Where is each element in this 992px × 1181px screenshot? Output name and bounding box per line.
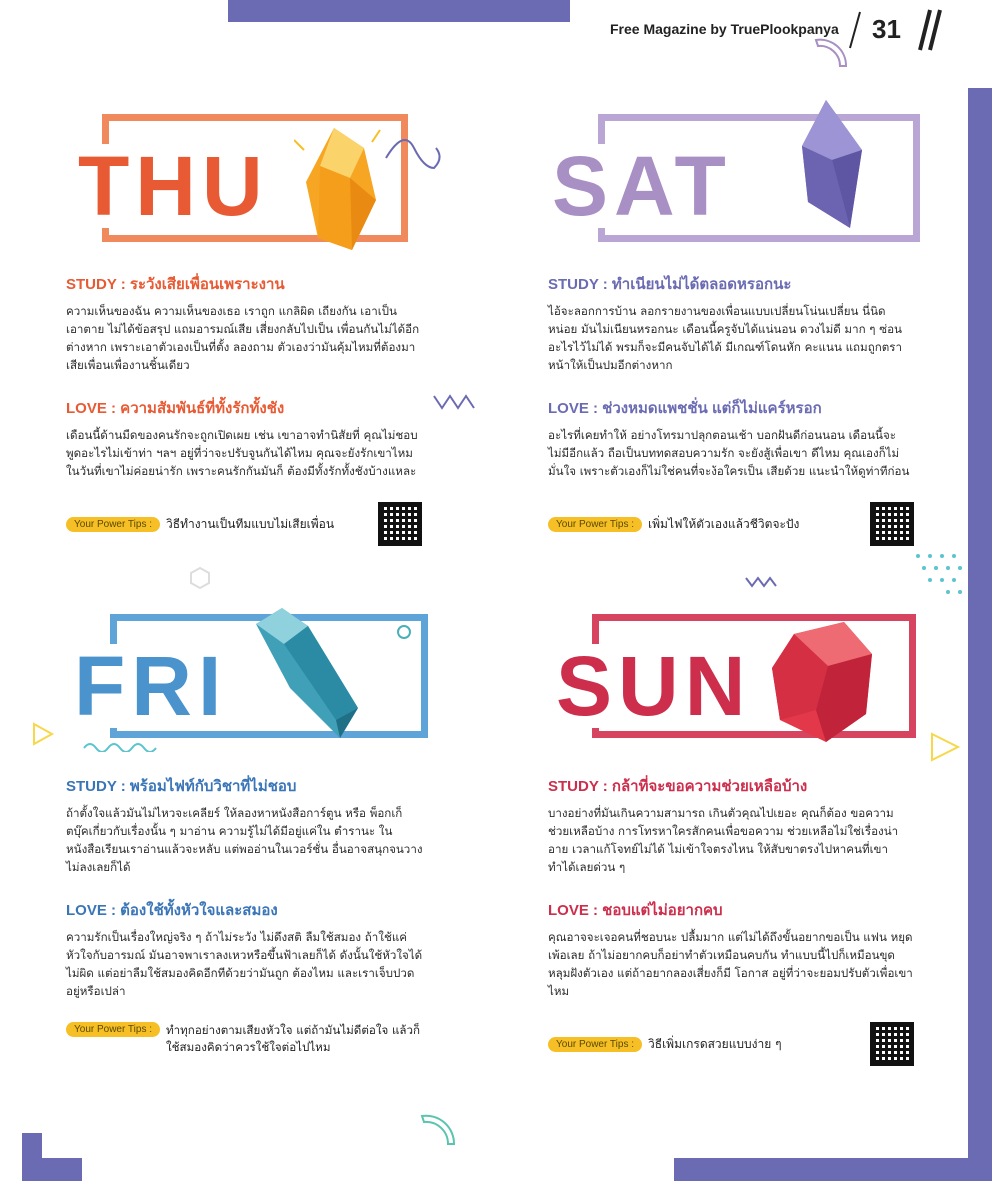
sat-study-body: ไอ้จะลอกการบ้าน ลอกรายงานของเพื่อนแบบเปลี่ยนโน่นเปลี่ยน นี่นิดหน่อย มันไม่เนียนหรอกนะ เดือนนี้ครูจับได้แน่นอน ดวงไม่ดี มาก ๆ ซ่อนอะไรไว้ไม่ได้ พรมก็จะมีคนจับได้ได้ มีเกณฑ์โดนหัก คะแนน แถมถูกตราหน้าให้เป็นปมอีกต่างหาก [548,304,903,372]
triangle-decoration-icon [928,730,962,764]
fri-day-label: FRI [70,644,231,728]
thu-love-title: LOVE : ความสัมพันธ์ที่ทั้งรักทั้งชัง [66,400,285,417]
thu-tip-text: วิธีทำงานเป็นทีมแบบไม่เสียเพื่อน [166,516,335,531]
blue-crystal-icon [246,604,366,744]
fri-love-body: ความรักเป็นเรื่องใหญ่จริง ๆ ถ้าไม่ระวัง ไม่ดึงสติ ลืมใช้สมอง ถ้าใช้แค่หัวใจกับอารมณ์ มันอาจพาเราลงเหวหรือขึ้นฟ้าเลยก็ได้ ดังนั้นใช้หัวใจได้ไม่ผิด แต่อย่าลืมใช้สมองคิดอีกทีด้วยว่ามันถูก ต้องไหม และเราเจ็บปวดอยู่หรือเปล่า [66,930,423,998]
sat-day-label: SAT [548,144,736,228]
triangle-decoration-icon [30,720,56,748]
circle-decoration-icon [394,622,414,642]
squiggle-decoration-icon [384,128,444,188]
red-crystal-icon [766,618,878,748]
double-slash-icon [916,8,944,52]
sat-tip-text: เพิ่มไฟให้ตัวเองแล้วชีวิตจะปัง [648,516,800,531]
sat-love-title: LOVE : ช่วงหมดแพชชั่น แต่ก็ไม่แคร์หรอก [548,400,822,417]
hexagon-decoration-icon [188,566,212,590]
fri-study-title: STUDY : พร้อมไฟท์กับวิชาที่ไม่ชอบ [66,778,297,795]
tip-badge: Your Power Tips : [66,1022,160,1037]
thu-study-body: ความเห็นของฉัน ความเห็นของเธอ เราถูก แกลิผิด เถียงกัน เอาเป็นเอาตาย ไม่ได้ข้อสรุป แถมอารมณ์เสีย เสี่ยงกลับไปเป็น เพื่อนกันไม่ได้อีกต่างหาก เพราะเอาตัวเองเป็นที่ตั้ง ลองถาม ตัวเองว่ามันคุ้มไหมที่ต้องมาเสียเพื่อนเพื่องานชิ้นเดียว [66,304,420,372]
qr-code-icon[interactable] [870,1022,914,1066]
bottom-right-accent-bar [674,1158,992,1181]
fri-power-tip [66,1022,424,1056]
arc-decoration-icon [812,34,852,70]
sun-love-title: LOVE : ชอบแต่ไม่อยากคบ [548,902,723,919]
thu-banner [66,108,426,258]
wave-decoration-icon [744,574,778,590]
dot-pattern-decoration [910,548,968,606]
card-thursday [66,108,426,546]
thu-love-body: เดือนนี้ด้านมืดของคนรักจะถูกเปิดเผย เช่น เขาอาจทำนิสัยที่ คุณไม่ชอบ พูดอะไรไม่เข้าท่า ฯลฯ อยู่ที่ว่าจะปรับจูนกันได้ไหม คุณจะยังรักเขาไหมในวันที่เขาไม่ค่อยน่ารัก เพราะคนรักกันมันก็ ต้องมีทั้งรักทั้งชังบ้างแหละ [66,428,418,478]
thu-power-tip [66,502,422,546]
sat-banner [548,108,908,258]
qr-code-icon[interactable] [870,502,914,546]
sun-study-body: บางอย่างที่มันเกินความสามารถ เกินตัวคุณไปเยอะ คุณก็ต้อง ขอความช่วยเหลือบ้าง การโทรหาใครสักคนเพื่อขอความ ช่วยเหลือไม่ใช่เรื่องน่าอาย เวลาแก้โจทย์ไม่ได้ ไม่เข้าใจตรงไหน ให้สับขาตรงไปหาคนที่เขาทำได้เลยด่วน ๆ [548,806,899,874]
right-accent-bar [968,88,992,1181]
tip-badge: Your Power Tips : [66,517,160,532]
tip-badge: Your Power Tips : [548,517,642,532]
fri-study-body: ถ้าตั้งใจแล้วมันไม่ไหวจะเคลียร์ ให้ลองหาหนังสือการ์ตูน หรือ พ็อกเก็ตบุ๊คเกี่ยวกับเรื่องนั้น ๆ มาอ่าน ความรู้ไม่ได้มีอยู่แค่ใน ตำรานะ ในหนังสือเรียนเราอ่านแล้วจะหลับ แต่พออ่านในเวอร์ชั่น อื่นอาจสนุกจนวางไม่ลงเลยก็ได้ [66,806,423,874]
sat-study-title: STUDY : ทำเนียนไม่ได้ตลอดหรอกนะ [548,276,792,293]
page-number: 31 [872,14,901,44]
thu-day-label: THU [74,144,273,228]
yellow-crystal-icon [294,120,384,260]
sun-tip-text: วิธีเพิ่มเกรดสวยแบบง่าย ๆ [648,1036,782,1051]
arc-decoration-icon [418,1112,458,1148]
card-sunday [548,600,913,1066]
sat-power-tip [548,502,914,546]
thu-study-title: STUDY : ระวังเสียเพื่อนเพราะงาน [66,276,285,293]
fri-love-title: LOVE : ต้องใช้ทั้งหัวใจและสมอง [66,902,278,919]
sat-love-body: อะไรที่เคยทำให้ อย่างโทรมาปลุกตอนเช้า บอกฝันดีก่อนนอน เดือนนี้จะไม่มีอีกแล้ว ถือเป็นบททดสอบความรัก จะยังสู้เพื่อเขา ดีไหม คุณเองก็ไม่มั่นใจ เพราะตัวเองก็ไม่ใช่คนที่จะง้อใครเป็น เสียด้วย แนะนำให้ดูท่าทีก่อน [548,428,910,478]
top-accent-bar [228,0,570,22]
sun-banner [548,600,908,750]
qr-code-icon[interactable] [378,502,422,546]
sun-day-label: SUN [552,644,755,728]
tip-badge: Your Power Tips : [548,1037,642,1052]
wave-decoration-icon [432,392,478,412]
zigzag-decoration-icon [82,738,162,752]
fri-tip-text: ทำทุกอย่างตามเสียงหัวใจ แต่ถ้ามันไม่ดีต่อใจ แล้วก็ใช้สมองคิดว่าควรใช้ใจต่อไปไหม [166,1023,421,1054]
magazine-label: Free Magazine by TruePlookpanya [610,21,839,37]
card-friday [66,600,426,1056]
sun-study-title: STUDY : กล้าที่จะขอความช่วยเหลือบ้าง [548,778,808,795]
bottom-left-accent-bar-horizontal [22,1158,82,1181]
sun-love-body: คุณอาจจะเจอคนที่ชอบนะ ปลื้มมาก แต่ไม่ได้ถึงขั้นอยากขอเป็น แฟน หยุดเพ้อเลย ถ้าไม่อยากคบก็อย่าทำตัวเหมือนคบกัน ทำแบบนี้ไปก็เหมือนขุดหลุมฝังตัวเอง แต่ถ้าอยากลองเสี่ยงก็มี โอกาส อยู่ที่ว่าจะยอมปรับตัวเพื่อเขาไหม [548,930,913,998]
purple-crystal-icon [788,98,888,238]
sun-power-tip [548,1022,914,1066]
page-header [610,14,901,44]
card-saturday [548,108,908,546]
fri-banner [66,600,426,750]
